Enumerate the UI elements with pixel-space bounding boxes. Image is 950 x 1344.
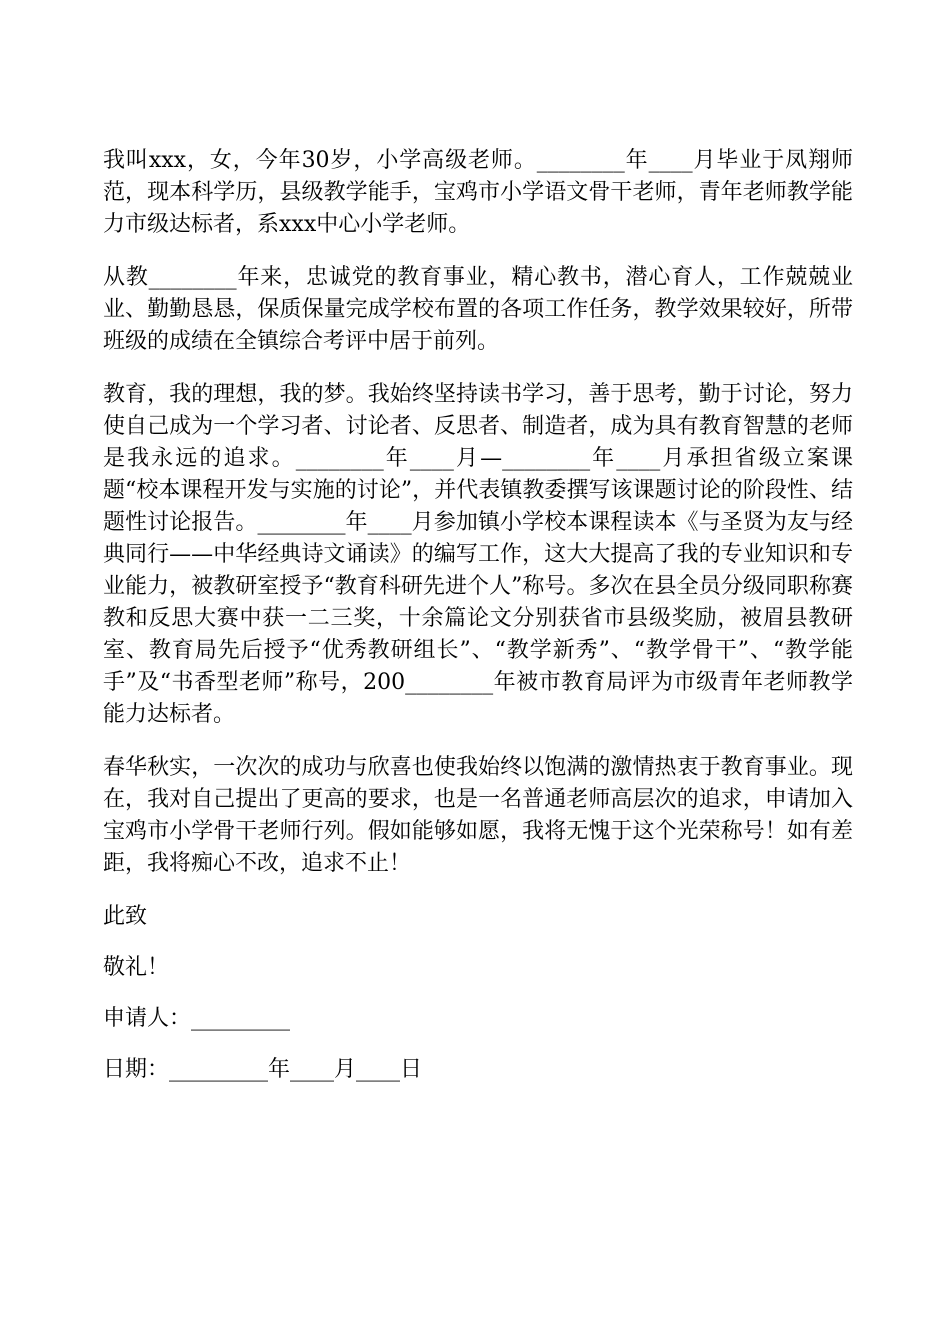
- closing-line: 此致: [103, 904, 148, 929]
- applicant-line: 申请人：_________: [103, 1006, 291, 1031]
- paragraph-application: 春华秋实，一次次的成功与欣喜也使我始终以饱满的激情热衷于教育事业。现在，我对自己提出了更高的要求，也是一名普通老师高层次的追求，申请加入宝鸡市小学骨干老师行列。假如能够如愿，我将无愧于这个光荣称号！如有差距，我将痴心不改，追求不止！: [103, 755, 853, 876]
- paragraph-intro: 我叫xxx，女，今年30岁，小学高级老师。________年____月毕业于凤翔师范，现本科学历，县级教学能手，宝鸡市小学语文骨干老师，青年老师教学能力市级达标者，系xxx中心小学老师。: [103, 148, 853, 237]
- document-page: [103, 145, 853, 1105]
- salute-line: 敬礼！: [103, 955, 170, 980]
- paragraph-teaching-years: 从教________年来，忠诚党的教育事业，精心教书，潜心育人，工作兢兢业业、勤勤恳恳，保质保量完成学校布置的各项工作任务，教学效果较好，所带班级的成绩在全镇综合考评中居于前列。: [103, 265, 853, 354]
- date-line: 日期：_________年____月____日: [103, 1057, 423, 1082]
- paragraph-achievements: 教育，我的理想，我的梦。我始终坚持读书学习，善于思考，勤于讨论，努力使自己成为一个学习者、讨论者、反思者、制造者，成为具有教育智慧的老师是我永远的追求。________年____月—________年____月承担省级立案课题“校本课程开发与实施的讨论”，并代表镇教委撰写该课题讨论的阶段性、结题性讨论报告。________年____月参加镇小学校本课程读本《与圣贤为友与经典同行——中华经典诗文诵读》的编写工作，这大大提高了我的专业知识和专业能力，被教研室授予“教育科研先进个人”称号。多次在县全员分级同职称赛教和反思大赛中获一二三奖，十余篇论文分别获省市县级奖励，被眉县教研室、教育局先后授予“优秀教研组长”、“教学新秀”、“教学骨干”、“教学能手”及“书香型老师”称号，200________年被市教育局评为市级青年老师教学能力达标者。: [103, 382, 853, 727]
